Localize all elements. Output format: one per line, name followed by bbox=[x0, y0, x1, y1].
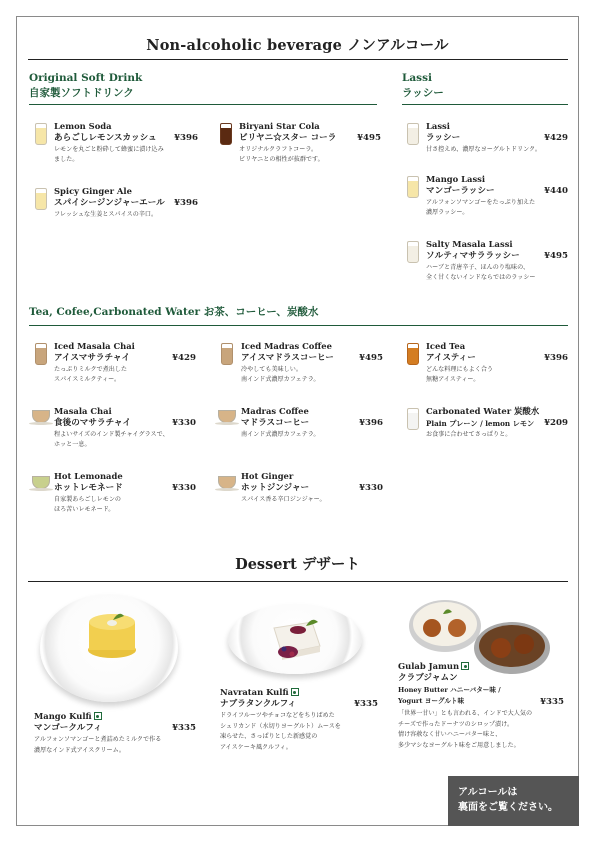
dessert-title: Dessert デザート bbox=[235, 556, 360, 573]
lassi-divider bbox=[402, 104, 568, 105]
lassi-glass-icon bbox=[407, 123, 419, 145]
mango-kulfi-image bbox=[86, 606, 138, 662]
dessert-divider bbox=[28, 581, 568, 582]
menu-item-madras-coffee[interactable]: Madras Coffee マドラスコーヒー ¥396 南インド式濃厚カフェテラ。 bbox=[241, 406, 383, 438]
menu-item-mango-kulfi[interactable]: Mango Kulfi マンゴークルフィ ¥335 アルフォンソマンゴーと煮詰めたミルクで作る 濃厚なインド式アイスクリーム。 bbox=[34, 711, 196, 754]
salty-lassi-glass-icon bbox=[407, 241, 419, 263]
veg-mark-icon bbox=[461, 662, 469, 670]
page-title: Non-alcoholic beverage ノンアルコール bbox=[146, 37, 449, 54]
lemon-soda-glass-icon bbox=[35, 123, 47, 145]
menu-item-carbonated-water[interactable]: Carbonated Water 炭酸水 Plain プレーン / lemon レモン ¥209 お食事に合わせてさっぱりと。 bbox=[426, 406, 568, 438]
veg-mark-icon bbox=[94, 712, 102, 720]
section-lassi: Lassi ラッシー bbox=[402, 72, 444, 99]
menu-item-salty-masala-lassi[interactable]: Salty Masala Lassi ソルティマサララッシー ¥495 ハーブと青唐辛子、ほんのり塩味の、 全く甘くないインドならではのラッシー bbox=[426, 239, 568, 281]
menu-item-lemon-soda[interactable]: Lemon Soda あらごしレモンスカッシュ ¥396 レモンを丸ごと粉砕して蜂蜜に漬け込み ました。 bbox=[54, 121, 198, 163]
menu-item-mango-lassi[interactable]: Mango Lassi マンゴーラッシー ¥440 アルフォンソマンゴーをたっぷり加えた 濃厚ラッシー。 bbox=[426, 174, 568, 216]
ginger-ale-glass-icon bbox=[35, 188, 47, 210]
tea-divider bbox=[29, 325, 568, 326]
menu-item-iced-tea[interactable]: Iced Tea アイスティー ¥396 どんな料理にもよく合う 無糖アイスティー。 bbox=[426, 341, 568, 383]
menu-item-navratan-kulfi[interactable]: Navratan Kulfi ナブラタンクルフィ ¥335 ドライフルーツやチョコなどをちりばめた シュリカンド（水切りヨーグルト）ムースを 凍らせた、さっぱりとした新感覚の アイスケーキ風クルフィ。 bbox=[220, 687, 378, 751]
soft-drink-divider bbox=[29, 104, 377, 105]
navratan-kulfi-image bbox=[268, 616, 328, 664]
menu-item-iced-madras-coffee[interactable]: Iced Madras Coffee アイスマドラスコーヒー ¥495 冷やしても美味しい。 南インド式濃厚カフェテラ。 bbox=[241, 341, 383, 383]
iced-tea-glass-icon bbox=[407, 343, 419, 365]
cola-glass-icon bbox=[220, 123, 232, 145]
section-tea-coffee-water: Tea, Cofee,Carbonated Water お茶、コーヒー、炭酸水 bbox=[29, 306, 319, 318]
title-divider bbox=[28, 59, 568, 60]
mango-lassi-glass-icon bbox=[407, 176, 419, 198]
menu-item-iced-masala-chai[interactable]: Iced Masala Chai アイスマサラチャイ ¥429 たっぷりミルクで煮出した スパイスミルクティー。 bbox=[54, 341, 196, 383]
menu-item-gulab-jamun[interactable]: Gulab Jamun クラブジャムン Honey Butter ハニーバター味 / Yogurt ヨーグルト味 ¥335 「世界一甘い」とも言われる、インドで大人気の チーズで作ったドーナツのシロップ漬け。 情け容赦なく甘いハニーバター味と、 多少マシなヨーグルト味をご用意しました。 bbox=[398, 661, 564, 749]
menu-item-spicy-ginger-ale[interactable]: Spicy Ginger Ale スパイシージンジャーエール ¥396 フレッシュな生姜とスパイスの辛口。 bbox=[54, 186, 198, 218]
alcohol-note-box: アルコールは 裏面をご覧ください。 bbox=[448, 776, 579, 826]
carbonated-water-glass-icon bbox=[407, 408, 419, 430]
iced-chai-glass-icon bbox=[35, 343, 47, 365]
menu-item-biryani-star-cola[interactable]: Biryani Star Cola ビリヤニ☆スター コーラ ¥495 オリジナルクラフトコーラ。 ビリヤニとの相性が抜群です。 bbox=[239, 121, 381, 163]
menu-item-masala-chai[interactable]: Masala Chai 食後のマサラチャイ ¥330 程よいサイズのインド製チャイグラスで、 ホッと一息。 bbox=[54, 406, 196, 448]
menu-item-hot-lemonade[interactable]: Hot Lemonade ホットレモネード ¥330 自家製あらごしレモンの ほろ苦いレモネード。 bbox=[54, 471, 196, 513]
section-soft-drink: Original Soft Drink 自家製ソフトドリンク bbox=[29, 72, 143, 99]
menu-item-lassi[interactable]: Lassi ラッシー ¥429 甘さ控えめ、濃厚なヨーグルトドリンク。 bbox=[426, 121, 568, 153]
iced-coffee-glass-icon bbox=[221, 343, 233, 365]
menu-item-hot-ginger[interactable]: Hot Ginger ホットジンジャー ¥330 スパイス香る辛口ジンジャー。 bbox=[241, 471, 383, 503]
veg-mark-icon bbox=[291, 688, 299, 696]
